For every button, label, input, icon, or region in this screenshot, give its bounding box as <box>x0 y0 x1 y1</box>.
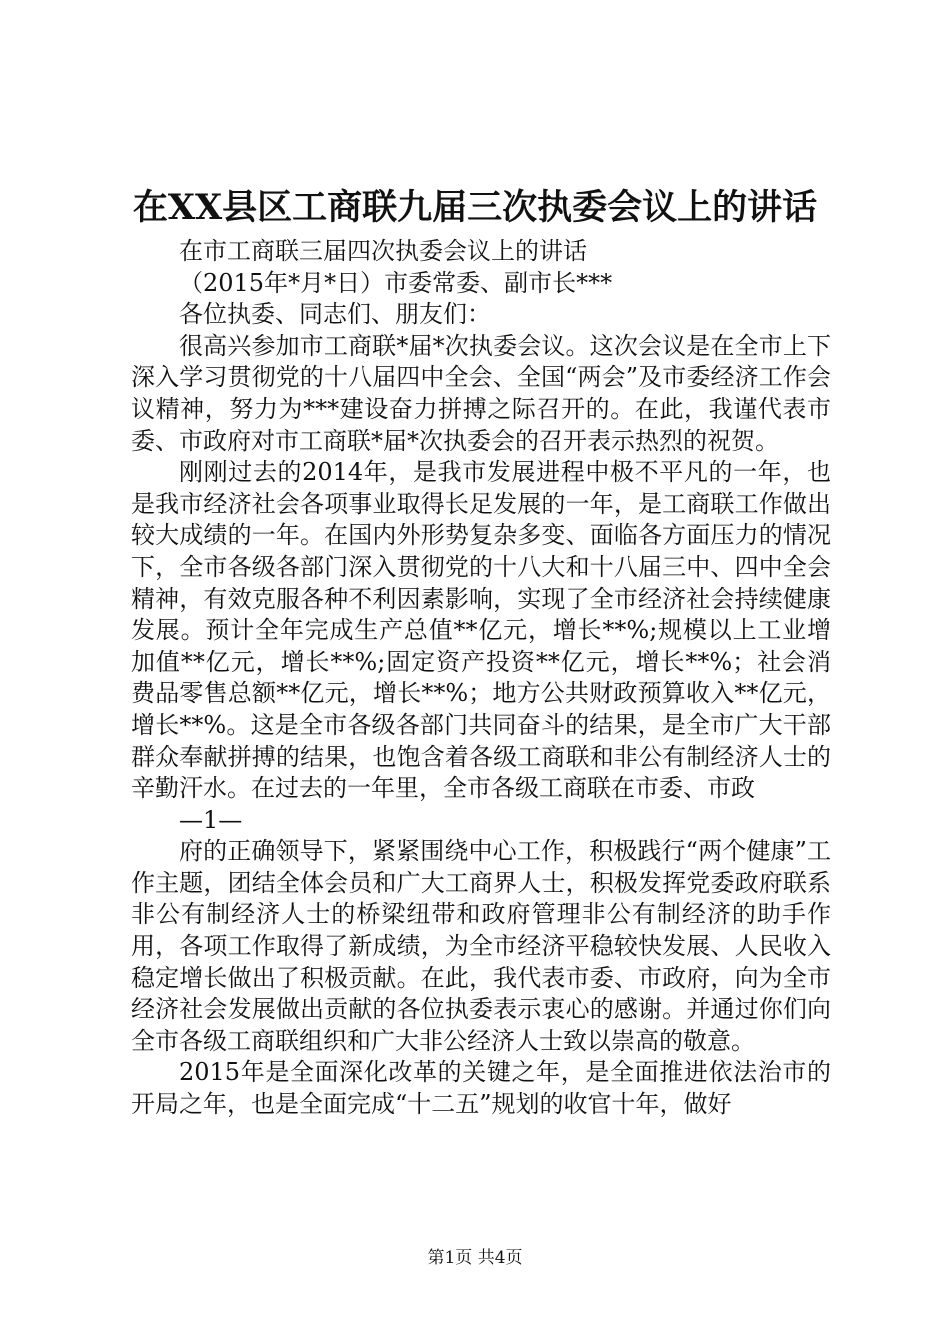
subtitle-line: 在市工商联三届四次执委会议上的讲话 <box>179 237 587 265</box>
salutation: 各位执委、同志们、朋友们： <box>179 300 491 329</box>
paragraph: 刚刚过去的2014年，是我市发展进程中极不平凡的一年，也是我市经济社会各项事业取得长足发展的一年，是工商联工作做出较大成绩的一年。在国内外形势复杂多变、面临各方面压力的情况下，全市各级各部门深入贯彻党的十八大和十八届三中、四中全会精神，有效克服各种不利因素影响，实现了全市经济社会持续健康发展。预计全年完成生产总值**亿元，增长**%;规模以上工业增加值**亿元，增长**%;固定资产投资**亿元，增长**%；社会消费品零售总额**亿元，增长**%；地方公共财政预算收入**亿元，增长**%。这是全市各级各部门共同奋斗的结果，是全市广大干部群众奉献拼搏的结果，也饱含着各级工商联和非公有制经济人士的辛勤汗水。在过去的一年里，全市各级工商联在市委、市政 <box>131 458 831 803</box>
paragraph: 很高兴参加市工商联*届*次执委会议。这次会议是在全市上下深入学习贯彻党的十八届四中全会、全国“两会”及市委经济工作会议精神，努力为***建设奋力拼搏之际召开的。在此，我谨代表市委、市政府对市工商联*届*次执委会的召开表示热烈的祝贺。 <box>131 331 831 455</box>
date-speaker-line: （2015年*月*日）市委常委、副市长*** <box>179 268 613 297</box>
paragraph: 2015年是全面深化改革的关键之年，是全面推进依法治市的开局之年，也是全面完成“十二五”规划的收官十年，做好 <box>131 1058 831 1119</box>
document-title: 在XX县区工商联九届三次执委会议上的讲话 <box>132 187 818 228</box>
paragraph: 府的正确领导下，紧紧围绕中心工作，积极践行“两个健康”工作主题，团结全体会员和广大工商界人士，积极发挥党委政府联系非公有制经济人士的桥梁纽带和政府管理非公有制经济的助手作用，各项工作取得了新成绩，为全市经济平稳较快发展、人民收入稳定增长做出了积极贡献。在此，我代表市委、市政府，向为全市经济社会发展做出贡献的各位执委表示衷心的感谢。并通过你们向全市各级工商联组织和广大非公经济人士致以崇高的敬意。 <box>131 837 831 1055</box>
inner-page-number: —1— <box>179 805 243 834</box>
page-footer: 第1页 共4页 <box>427 1248 523 1268</box>
document-body <box>131 236 831 1121</box>
